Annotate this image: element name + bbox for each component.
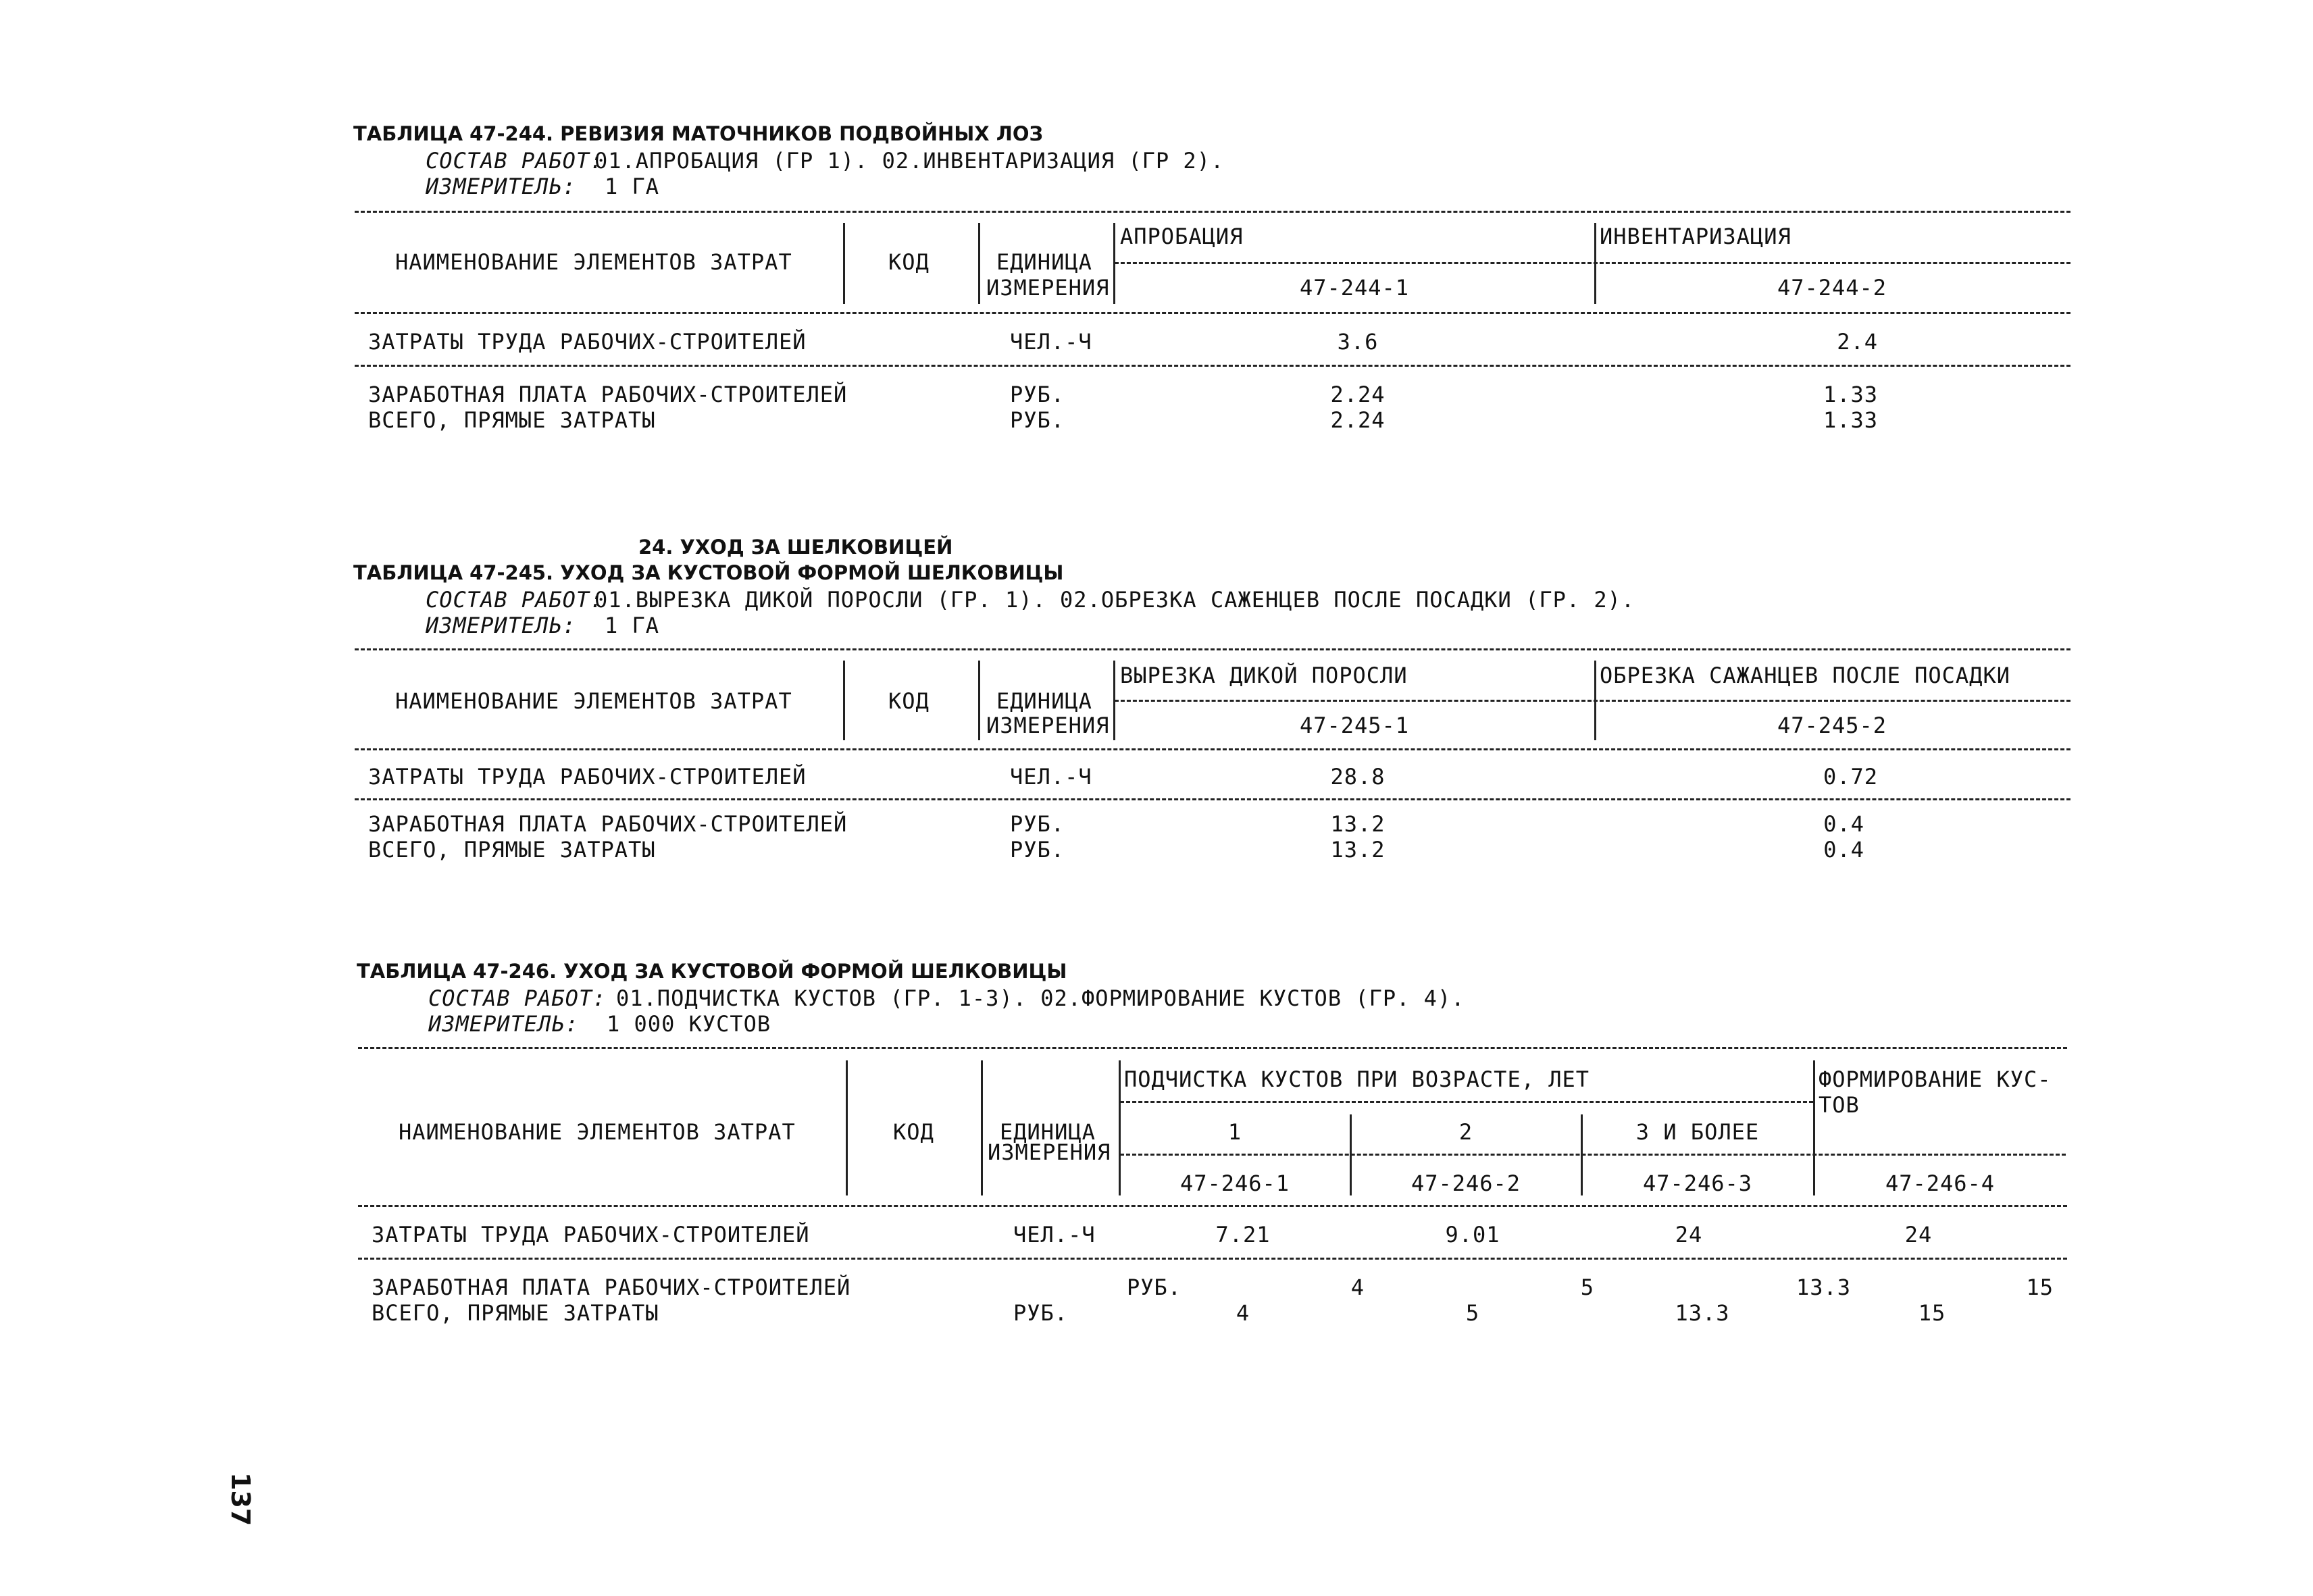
table-244-group-rule [1115, 262, 2070, 264]
table-244-header-kod: КОД [888, 249, 930, 275]
table-row-name: ЗАТРАТЫ ТРУДА РАБОЧИХ-СТРОИТЕЛЕЙ [368, 764, 807, 790]
table-244-header-name: НАИМЕНОВАНИЕ ЭЛЕМЕНТОВ ЗАТРАТ [395, 249, 792, 275]
table-245-code-1: 47-245-1 [1299, 713, 1410, 738]
table-245-izm-value: 1 ГА [605, 613, 660, 638]
table-row-name: ЗАТРАТЫ ТРУДА РАБОЧИХ-СТРОИТЕЛЕЙ [368, 329, 807, 355]
table-246-group-rule [1120, 1101, 1813, 1103]
table-244-izm-value: 1 ГА [605, 174, 660, 199]
table-row-name: ВСЕГО, ПРЯМЫЕ ЗАТРАТЫ [368, 837, 656, 863]
table-row-value: 13.3 [1675, 1300, 1730, 1326]
table-246-izm-label: ИЗМЕРИТЕЛЬ: [428, 1011, 579, 1037]
table-row-name: ЗАРАБОТНАЯ ПЛАТА РАБОЧИХ-СТРОИТЕЛЕЙ [372, 1275, 851, 1300]
table-row-value: 2.4 [1837, 329, 1878, 355]
table-245-izm-label: ИЗМЕРИТЕЛЬ: [426, 613, 576, 638]
table-row-value: 15 [2026, 1275, 2054, 1300]
col-divider [846, 1060, 848, 1195]
table-244-header-unit-2: ИЗМЕРЕНИЯ [986, 275, 1110, 301]
table-244-sostav-text: 01.АПРОБАЦИЯ (ГР 1). 02.ИНВЕНТАРИЗАЦИЯ (ГР 2). [594, 148, 1225, 174]
table-245-top-rule [355, 648, 2070, 650]
table-row-name: ВСЕГО, ПРЯМЫЕ ЗАТРАТЫ [368, 407, 656, 433]
table-246-code-4: 47-246-4 [1885, 1170, 1996, 1196]
table-row-value: 2.24 [1330, 382, 1386, 407]
table-246-group-1: ПОДЧИСТКА КУСТОВ ПРИ ВОЗРАСТЕ, ЛЕТ [1124, 1066, 1590, 1092]
table-row-unit: ЧЕЛ.-Ч [1010, 764, 1092, 790]
table-row-value: 5 [1465, 1300, 1480, 1326]
table-245-header-kod: КОД [888, 688, 930, 714]
table-244-row-rule [355, 365, 2070, 367]
table-244-code-1: 47-244-1 [1299, 275, 1410, 301]
table-row-name: ЗАРАБОТНАЯ ПЛАТА РАБОЧИХ-СТРОИТЕЛЕЙ [368, 811, 848, 837]
table-244-header-rule [355, 312, 2070, 314]
table-244-group-2: ИНВЕНТАРИЗАЦИЯ [1600, 224, 1791, 249]
table-244-code-2: 47-244-2 [1777, 275, 1887, 301]
table-row-value: 15 [1918, 1300, 1946, 1326]
table-row-unit: РУБ. [1013, 1300, 1069, 1326]
col-divider [843, 223, 845, 304]
table-246-code-2: 47-246-2 [1410, 1170, 1521, 1196]
table-row-value: 9.01 [1445, 1222, 1500, 1247]
table-row-value: 24 [1675, 1222, 1703, 1247]
table-244-title: ТАБЛИЦА 47-244. РЕВИЗИЯ МАТОЧНИКОВ ПОДВОЙНЫХ ЛОЗ [353, 122, 1044, 145]
table-row-value: 28.8 [1330, 764, 1386, 790]
section-title: 24. УХОД ЗА ШЕЛКОВИЦЕЙ [638, 536, 953, 559]
table-246-age-1: 1 [1227, 1119, 1242, 1145]
table-row-unit: ЧЕЛ.-Ч [1010, 329, 1092, 355]
table-245-group-2: ОБРЕЗКА САЖАНЦЕВ ПОСЛЕ ПОСАДКИ [1600, 663, 2010, 688]
table-246-code-3: 47-246-3 [1642, 1170, 1753, 1196]
table-row-unit: РУБ. [1010, 837, 1065, 863]
table-246-header-name: НАИМЕНОВАНИЕ ЭЛЕМЕНТОВ ЗАТРАТ [399, 1119, 796, 1145]
table-245-header-name: НАИМЕНОВАНИЕ ЭЛЕМЕНТОВ ЗАТРАТ [395, 688, 792, 714]
table-row-value: 24 [1904, 1222, 1933, 1247]
table-row-unit: РУБ. [1010, 811, 1065, 837]
table-244-top-rule [355, 211, 2070, 213]
table-row-value: 3.6 [1337, 329, 1379, 355]
table-246-header-unit-2: ИЗМЕРЕНИЯ [988, 1139, 1111, 1165]
table-246-sostav-label: СОСТАВ РАБОТ: [428, 985, 607, 1011]
table-row-value: 13.3 [1796, 1275, 1851, 1300]
table-246-code-1: 47-246-1 [1179, 1170, 1290, 1196]
table-row-value: 0.4 [1823, 837, 1864, 863]
table-row-unit: РУБ. [1010, 407, 1065, 433]
table-245-title: ТАБЛИЦА 47-245. УХОД ЗА КУСТОВОЙ ФОРМОЙ ШЕЛКОВИЦЫ [353, 561, 1064, 584]
table-246-header-rule [358, 1205, 2067, 1207]
table-246-top-rule [358, 1047, 2067, 1049]
table-245-header-unit-1: ЕДИНИЦА [996, 688, 1092, 714]
col-divider [981, 1060, 983, 1195]
table-244-sostav-label: СОСТАВ РАБОТ: [426, 148, 604, 174]
page-number: 137 [226, 1472, 255, 1526]
table-245-group-rule [1115, 700, 2070, 702]
table-246-group-2-line-1: ФОРМИРОВАНИЕ КУС- [1819, 1066, 2052, 1092]
table-row-unit: ЧЕЛ.-Ч [1013, 1222, 1096, 1247]
table-245-sostav-text: 01.ВЫРЕЗКА ДИКОЙ ПОРОСЛИ (ГР. 1). 02.ОБРЕЗКА САЖЕНЦЕВ ПОСЛЕ ПОСАДКИ (ГР. 2). [594, 587, 1635, 613]
table-246-age-rule [1120, 1154, 2066, 1156]
table-row-value: 1.33 [1823, 407, 1878, 433]
table-246-row-rule [358, 1258, 2067, 1260]
table-row-value: 7.21 [1215, 1222, 1271, 1247]
table-245-row-rule [355, 798, 2070, 800]
col-divider [978, 223, 980, 304]
table-row-value: 13.2 [1330, 837, 1386, 863]
col-divider [978, 661, 980, 740]
table-row-name: ЗАРАБОТНАЯ ПЛАТА РАБОЧИХ-СТРОИТЕЛЕЙ [368, 382, 848, 407]
table-246-sostav-text: 01.ПОДЧИСТКА КУСТОВ (ГР. 1-3). 02.ФОРМИРОВАНИЕ КУСТОВ (ГР. 4). [616, 985, 1465, 1011]
table-row-value: 1.33 [1823, 382, 1878, 407]
table-246-header-unit-1: ЕДИНИЦА [1000, 1119, 1096, 1145]
table-row-value: 4 [1350, 1275, 1365, 1300]
table-245-group-1: ВЫРЕЗКА ДИКОЙ ПОРОСЛИ [1120, 663, 1408, 688]
table-row-value: 5 [1580, 1275, 1594, 1300]
table-244-group-1: АПРОБАЦИЯ [1120, 224, 1244, 249]
table-row-value: 0.72 [1823, 764, 1878, 790]
table-246-header-kod: КОД [893, 1119, 934, 1145]
table-row-name: ЗАТРАТЫ ТРУДА РАБОЧИХ-СТРОИТЕЛЕЙ [372, 1222, 810, 1247]
table-245-sostav-label: СОСТАВ РАБОТ: [426, 587, 604, 613]
table-245-header-unit-2: ИЗМЕРЕНИЯ [986, 713, 1110, 738]
table-246-group-2-line-2: ТОВ [1819, 1092, 1860, 1118]
table-246-izm-value: 1 000 КУСТОВ [607, 1011, 771, 1037]
table-245-header-rule [355, 748, 2070, 750]
table-row-value: 4 [1236, 1300, 1250, 1326]
table-244-izm-label: ИЗМЕРИТЕЛЬ: [426, 174, 576, 199]
table-245-code-2: 47-245-2 [1777, 713, 1887, 738]
col-divider [843, 661, 845, 740]
table-row-value: 0.4 [1823, 811, 1864, 837]
table-244-header-unit-1: ЕДИНИЦА [996, 249, 1092, 275]
table-246-title: ТАБЛИЦА 47-246. УХОД ЗА КУСТОВОЙ ФОРМОЙ ШЕЛКОВИЦЫ [357, 960, 1067, 983]
table-row-value: 13.2 [1330, 811, 1386, 837]
table-row-value: 2.24 [1330, 407, 1386, 433]
table-row-name: ВСЕГО, ПРЯМЫЕ ЗАТРАТЫ [372, 1300, 659, 1326]
table-246-age-3: 3 И БОЛЕЕ [1635, 1119, 1760, 1145]
table-row-unit: РУБ. [1010, 382, 1065, 407]
table-246-age-2: 2 [1458, 1119, 1473, 1145]
table-row-unit: РУБ. [1127, 1275, 1182, 1300]
